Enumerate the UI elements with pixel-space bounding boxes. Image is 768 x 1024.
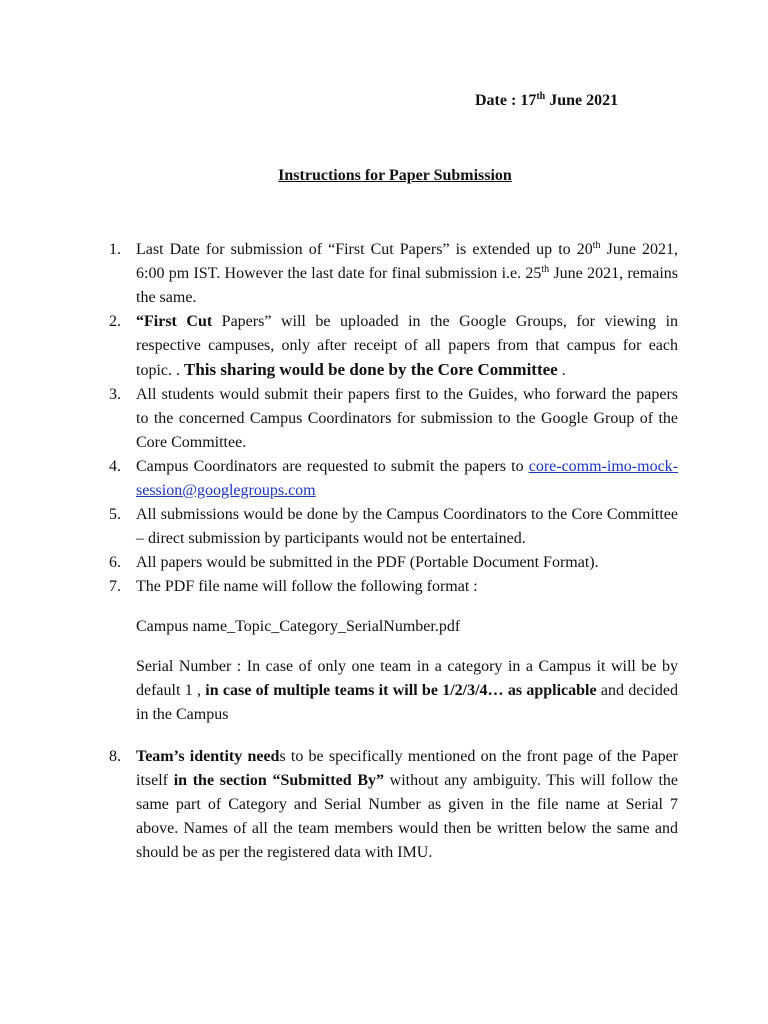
item-text: Papers” will be uploaded in the Google Groups, for viewing in respective campuses, only after receipt of all papers from that campus for each topic. .: [136, 313, 679, 379]
superscript: th: [592, 240, 601, 251]
serial-number-note: [136, 655, 678, 727]
superscript: th: [541, 264, 550, 275]
item-number: 4.: [109, 458, 121, 475]
bold-text: “First Cut: [136, 313, 213, 330]
list-item: [101, 238, 678, 310]
bold-text: This sharing would be done by the Core Committee: [184, 360, 558, 379]
item-text: s to be specifically mentioned on the front page of the Paper itself: [136, 748, 678, 789]
item-number: 2.: [109, 313, 121, 330]
email-link[interactable]: core-comm-imo-mock-session@googlegroups.com: [136, 458, 678, 499]
item-text: All submissions would be done by the Campus Coordinators to the Core Committee – direct submission by participants would not be entertained.: [136, 506, 678, 547]
document-title: Instructions for Paper Submission: [278, 167, 512, 184]
item-text: June 2021, remains the same.: [136, 265, 678, 306]
item-text: Last Date for submission of “First Cut Papers” is extended up to 20: [136, 241, 593, 258]
bold-text: in case of multiple teams it will be 1/2/3/4… as applicable: [205, 682, 597, 699]
bold-text: Team’s identity need: [136, 748, 280, 765]
item-text: without any ambiguity. This will follow the same part of Category and Serial Number as given in the file name at Serial 7 above. Names of all the team members would then be written below the same and should be as per the registered data with IMU.: [136, 772, 678, 861]
item-number: 6.: [109, 554, 121, 571]
list-item: [101, 310, 678, 383]
item-text: Campus Coordinators are requested to submit the papers to: [136, 458, 529, 475]
date-superscript: th: [536, 91, 546, 102]
item-text: All students would submit their papers first to the Guides, who forward the papers to the concerned Campus Coordinators for submission to the Google Group of the Core Committee.: [136, 386, 678, 451]
instructions-list: [101, 238, 678, 865]
item-text: June 2021, 6:00 pm IST. However the last date for final submission i.e. 25: [136, 241, 679, 282]
bold-text: in the section “Submitted By”: [173, 772, 384, 789]
item-text: All papers would be submitted in the PDF (Portable Document Format).: [136, 554, 599, 571]
item-number: 5.: [109, 506, 121, 523]
item-number: 3.: [109, 386, 121, 403]
list-item: [101, 745, 678, 865]
item-number: 1.: [109, 241, 121, 258]
item-text: and decided in the Campus: [136, 682, 679, 723]
item-number: 8.: [109, 748, 121, 765]
file-name-format: Campus name_Topic_Category_SerialNumber.pdf: [136, 618, 461, 635]
item-text: The PDF file name will follow the following format :: [136, 578, 478, 595]
item-text: .: [557, 362, 566, 379]
document-date: [475, 92, 618, 110]
list-item: [101, 455, 678, 503]
list-item: [101, 575, 678, 727]
item-number: 7.: [109, 578, 121, 595]
item-text: Serial Number : In case of only one team in a category in a Campus it will be by default 1 ,: [136, 658, 678, 699]
date-month-year: June 2021: [545, 92, 619, 109]
list-item: [101, 551, 678, 575]
date-text: Date : 17: [475, 92, 537, 109]
list-item: [101, 503, 678, 551]
list-item: [101, 383, 678, 455]
